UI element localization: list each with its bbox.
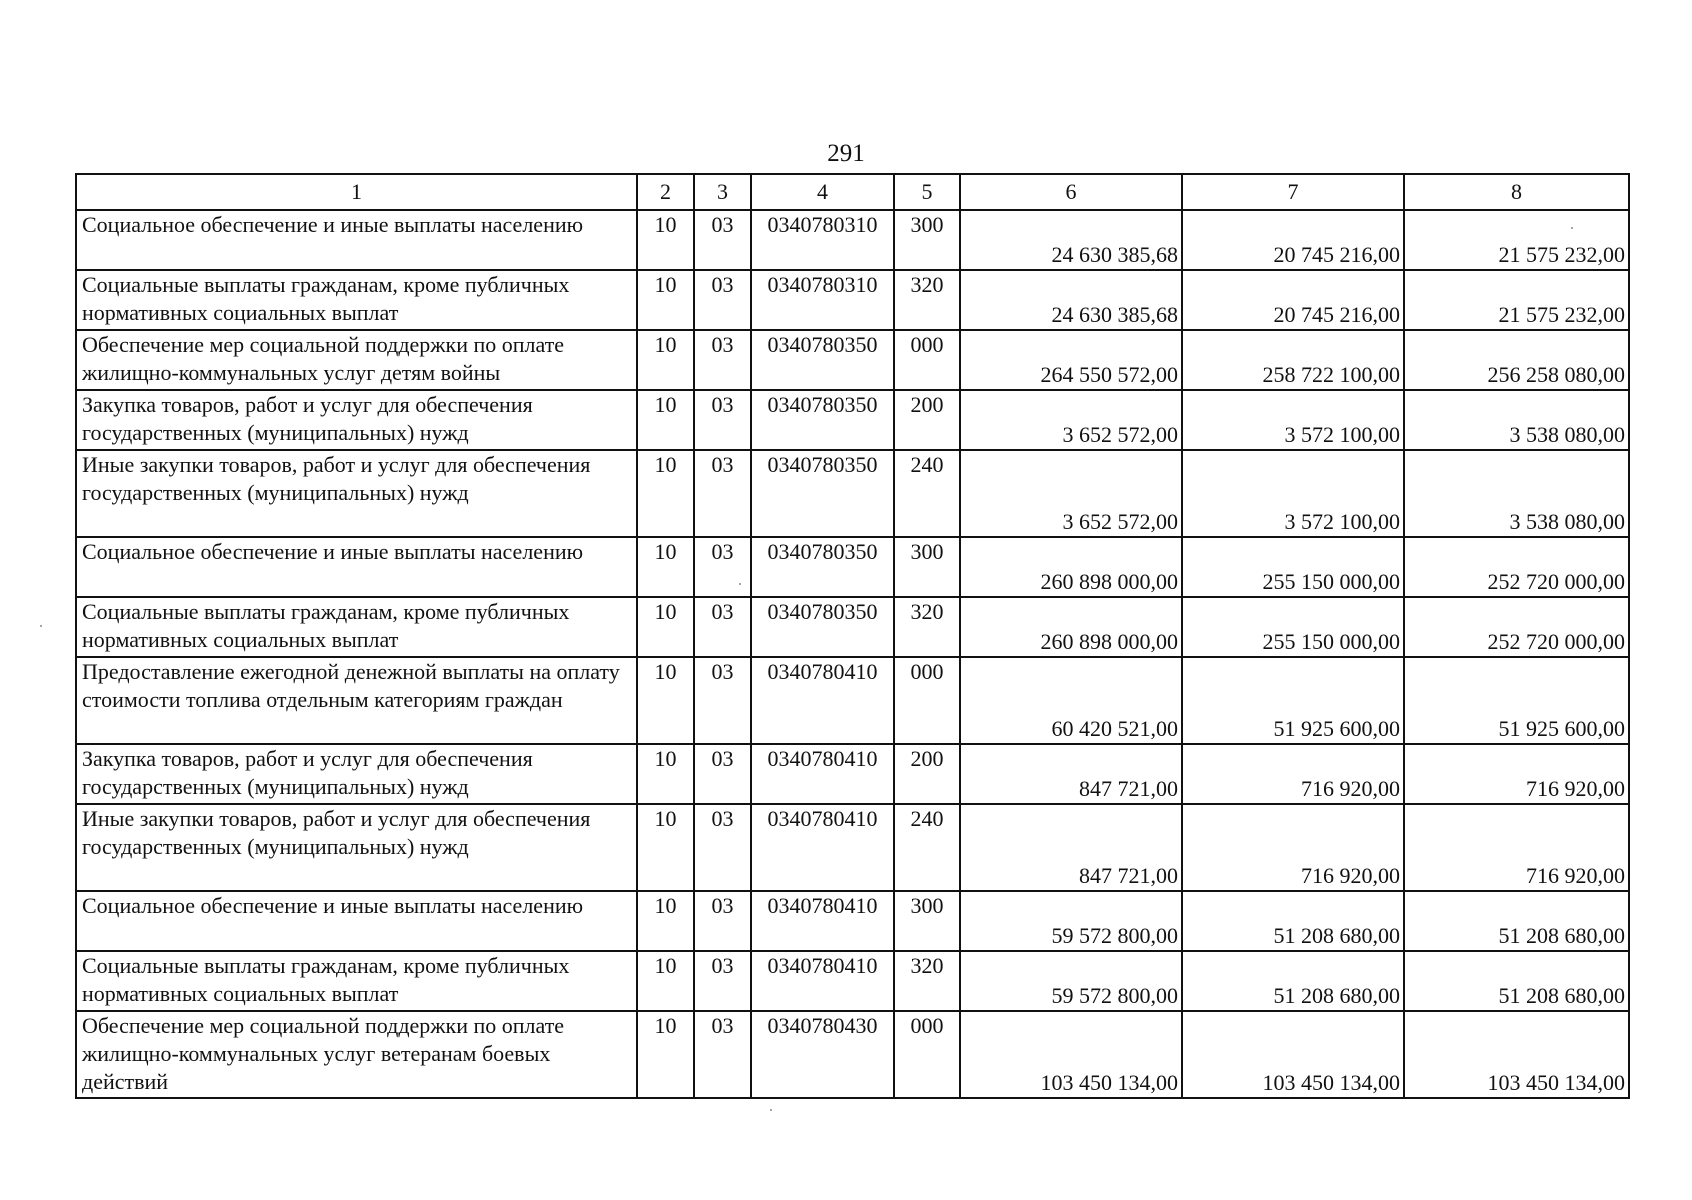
page-number: 291 bbox=[827, 140, 865, 167]
budget-table bbox=[75, 173, 1630, 1099]
row-amount-8: 252 720 000,00 bbox=[1404, 597, 1629, 657]
row-name: Иные закупки товаров, работ и услуг для обеспечения государственных (муниципальных) нужд bbox=[76, 804, 637, 891]
row-amount-8: 51 208 680,00 bbox=[1404, 951, 1629, 1011]
row-amount-8: 21 575 232,00 bbox=[1404, 270, 1629, 330]
column-header: 6 bbox=[960, 174, 1182, 210]
scan-speck bbox=[739, 583, 741, 585]
row-amount-8: 716 920,00 bbox=[1404, 804, 1629, 891]
row-amount-6: 847 721,00 bbox=[960, 744, 1182, 804]
row-section: 10 bbox=[637, 597, 694, 657]
row-expense-type: 320 bbox=[894, 597, 960, 657]
table-row bbox=[76, 210, 1629, 270]
row-expense-type: 000 bbox=[894, 330, 960, 390]
row-section: 10 bbox=[637, 804, 694, 891]
row-amount-6: 260 898 000,00 bbox=[960, 537, 1182, 597]
row-expense-type: 000 bbox=[894, 657, 960, 744]
table-row bbox=[76, 270, 1629, 330]
row-expense-type: 300 bbox=[894, 210, 960, 270]
row-amount-7: 255 150 000,00 bbox=[1182, 597, 1404, 657]
row-amount-6: 103 450 134,00 bbox=[960, 1011, 1182, 1098]
row-amount-8: 256 258 080,00 bbox=[1404, 330, 1629, 390]
table-row bbox=[76, 804, 1629, 891]
row-expense-type: 320 bbox=[894, 951, 960, 1011]
column-header: 5 bbox=[894, 174, 960, 210]
row-section: 10 bbox=[637, 210, 694, 270]
row-subsection: 03 bbox=[694, 597, 751, 657]
table-row bbox=[76, 330, 1629, 390]
row-amount-8: 716 920,00 bbox=[1404, 744, 1629, 804]
scan-speck bbox=[1571, 227, 1573, 229]
row-name: Социальные выплаты гражданам, кроме публичных нормативных социальных выплат bbox=[76, 597, 637, 657]
table-row bbox=[76, 951, 1629, 1011]
row-section: 10 bbox=[637, 744, 694, 804]
row-amount-6: 24 630 385,68 bbox=[960, 210, 1182, 270]
row-amount-8: 3 538 080,00 bbox=[1404, 450, 1629, 537]
table-row bbox=[76, 450, 1629, 537]
row-expense-type: 240 bbox=[894, 450, 960, 537]
row-target-code: 0340780430 bbox=[751, 1011, 894, 1098]
row-target-code: 0340780410 bbox=[751, 804, 894, 891]
row-amount-6: 59 572 800,00 bbox=[960, 891, 1182, 951]
row-section: 10 bbox=[637, 1011, 694, 1098]
row-section: 10 bbox=[637, 951, 694, 1011]
row-name: Предоставление ежегодной денежной выплаты на оплату стоимости топлива отдельным категориям граждан bbox=[76, 657, 637, 744]
row-target-code: 0340780350 bbox=[751, 330, 894, 390]
row-section: 10 bbox=[637, 270, 694, 330]
row-amount-7: 20 745 216,00 bbox=[1182, 210, 1404, 270]
row-expense-type: 300 bbox=[894, 537, 960, 597]
row-target-code: 0340780310 bbox=[751, 210, 894, 270]
row-target-code: 0340780410 bbox=[751, 891, 894, 951]
column-header: 4 bbox=[751, 174, 894, 210]
scan-speck bbox=[40, 625, 42, 627]
table-row bbox=[76, 390, 1629, 450]
row-amount-6: 264 550 572,00 bbox=[960, 330, 1182, 390]
row-target-code: 0340780310 bbox=[751, 270, 894, 330]
row-section: 10 bbox=[637, 330, 694, 390]
row-target-code: 0340780410 bbox=[751, 744, 894, 804]
row-section: 10 bbox=[637, 450, 694, 537]
row-amount-8: 252 720 000,00 bbox=[1404, 537, 1629, 597]
row-amount-7: 258 722 100,00 bbox=[1182, 330, 1404, 390]
row-amount-7: 51 925 600,00 bbox=[1182, 657, 1404, 744]
row-subsection: 03 bbox=[694, 744, 751, 804]
column-header: 1 bbox=[76, 174, 637, 210]
row-amount-6: 60 420 521,00 bbox=[960, 657, 1182, 744]
row-name: Обеспечение мер социальной поддержки по оплате жилищно-коммунальных услуг ветеранам боевых действий bbox=[76, 1011, 637, 1098]
row-amount-7: 716 920,00 bbox=[1182, 744, 1404, 804]
row-name: Закупка товаров, работ и услуг для обеспечения государственных (муниципальных) нужд bbox=[76, 744, 637, 804]
row-amount-8: 103 450 134,00 bbox=[1404, 1011, 1629, 1098]
column-header: 3 bbox=[694, 174, 751, 210]
row-amount-6: 260 898 000,00 bbox=[960, 597, 1182, 657]
row-amount-8: 21 575 232,00 bbox=[1404, 210, 1629, 270]
column-header: 2 bbox=[637, 174, 694, 210]
row-amount-7: 103 450 134,00 bbox=[1182, 1011, 1404, 1098]
header-row bbox=[76, 174, 1629, 210]
row-amount-7: 255 150 000,00 bbox=[1182, 537, 1404, 597]
row-subsection: 03 bbox=[694, 450, 751, 537]
row-subsection: 03 bbox=[694, 390, 751, 450]
row-subsection: 03 bbox=[694, 330, 751, 390]
row-name: Социальные выплаты гражданам, кроме публичных нормативных социальных выплат bbox=[76, 951, 637, 1011]
table-row bbox=[76, 597, 1629, 657]
column-header: 7 bbox=[1182, 174, 1404, 210]
row-amount-6: 24 630 385,68 bbox=[960, 270, 1182, 330]
row-expense-type: 000 bbox=[894, 1011, 960, 1098]
row-name: Закупка товаров, работ и услуг для обеспечения государственных (муниципальных) нужд bbox=[76, 390, 637, 450]
row-expense-type: 320 bbox=[894, 270, 960, 330]
row-amount-7: 3 572 100,00 bbox=[1182, 450, 1404, 537]
row-amount-8: 3 538 080,00 bbox=[1404, 390, 1629, 450]
row-amount-7: 51 208 680,00 bbox=[1182, 951, 1404, 1011]
table-row bbox=[76, 891, 1629, 951]
row-amount-8: 51 208 680,00 bbox=[1404, 891, 1629, 951]
row-section: 10 bbox=[637, 537, 694, 597]
row-target-code: 0340780350 bbox=[751, 390, 894, 450]
table-row bbox=[76, 1011, 1629, 1098]
column-header: 8 bbox=[1404, 174, 1629, 210]
row-name: Социальное обеспечение и иные выплаты населению bbox=[76, 891, 637, 951]
row-subsection: 03 bbox=[694, 804, 751, 891]
row-target-code: 0340780350 bbox=[751, 450, 894, 537]
row-expense-type: 200 bbox=[894, 390, 960, 450]
row-subsection: 03 bbox=[694, 657, 751, 744]
row-amount-7: 51 208 680,00 bbox=[1182, 891, 1404, 951]
row-amount-6: 3 652 572,00 bbox=[960, 450, 1182, 537]
row-expense-type: 200 bbox=[894, 744, 960, 804]
row-amount-6: 3 652 572,00 bbox=[960, 390, 1182, 450]
table-row bbox=[76, 744, 1629, 804]
row-expense-type: 240 bbox=[894, 804, 960, 891]
row-subsection: 03 bbox=[694, 210, 751, 270]
row-amount-7: 716 920,00 bbox=[1182, 804, 1404, 891]
scan-speck bbox=[770, 1109, 772, 1111]
row-subsection: 03 bbox=[694, 270, 751, 330]
row-target-code: 0340780350 bbox=[751, 537, 894, 597]
row-subsection: 03 bbox=[694, 537, 751, 597]
row-target-code: 0340780410 bbox=[751, 951, 894, 1011]
row-subsection: 03 bbox=[694, 891, 751, 951]
row-amount-7: 20 745 216,00 bbox=[1182, 270, 1404, 330]
row-target-code: 0340780410 bbox=[751, 657, 894, 744]
row-amount-7: 3 572 100,00 bbox=[1182, 390, 1404, 450]
row-section: 10 bbox=[637, 657, 694, 744]
row-amount-6: 59 572 800,00 bbox=[960, 951, 1182, 1011]
row-name: Социальные выплаты гражданам, кроме публичных нормативных социальных выплат bbox=[76, 270, 637, 330]
table-row bbox=[76, 537, 1629, 597]
row-target-code: 0340780350 bbox=[751, 597, 894, 657]
row-name: Иные закупки товаров, работ и услуг для обеспечения государственных (муниципальных) нужд bbox=[76, 450, 637, 537]
row-amount-6: 847 721,00 bbox=[960, 804, 1182, 891]
row-section: 10 bbox=[637, 390, 694, 450]
row-name: Обеспечение мер социальной поддержки по оплате жилищно-коммунальных услуг детям войны bbox=[76, 330, 637, 390]
row-section: 10 bbox=[637, 891, 694, 951]
table-row bbox=[76, 657, 1629, 744]
row-subsection: 03 bbox=[694, 1011, 751, 1098]
row-name: Социальное обеспечение и иные выплаты населению bbox=[76, 210, 637, 270]
row-subsection: 03 bbox=[694, 951, 751, 1011]
row-amount-8: 51 925 600,00 bbox=[1404, 657, 1629, 744]
row-name: Социальное обеспечение и иные выплаты населению bbox=[76, 537, 637, 597]
row-expense-type: 300 bbox=[894, 891, 960, 951]
